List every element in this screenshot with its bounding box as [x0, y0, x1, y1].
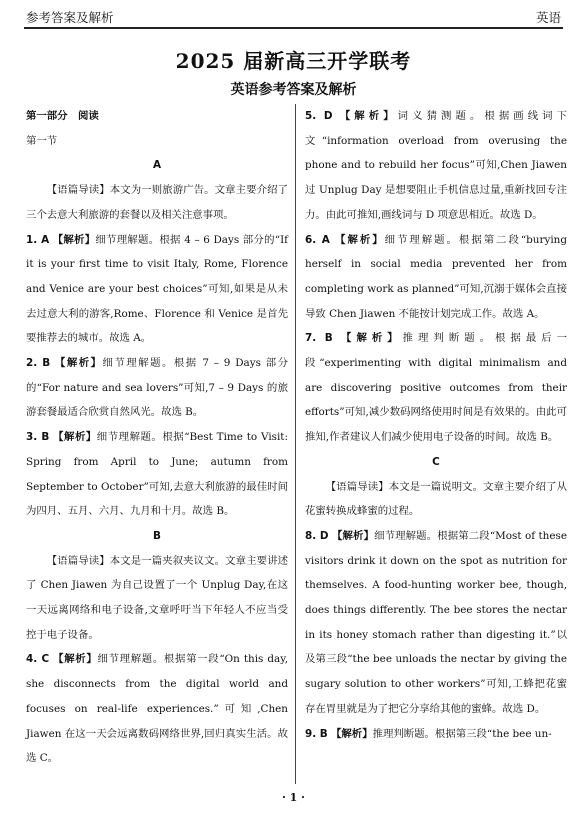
page-title: 2025 届新高三开学联考: [175, 49, 412, 73]
page-subtitle: 英语参考答案及解析: [230, 82, 357, 98]
answer-number: 4. C: [26, 653, 50, 666]
answer-number: 3. B: [26, 431, 50, 444]
passage-guide: 【语篇导读】本文是一篇夹叙夹议文。文章主要讲述了 Chen Jiawen 为自己设置了一个 Unplug Day,在这一天远离网络和电子设备,文章呼吁当下年轻人不应当受控于电子设备。: [26, 554, 288, 641]
page-number: · 1 ·: [282, 791, 305, 804]
left-column: [26, 104, 288, 771]
analysis-tag: 【解析】: [55, 357, 103, 370]
answer-item: [26, 351, 288, 425]
answer-number: 8. D: [305, 529, 329, 542]
header-subject-label: 英语: [535, 10, 561, 25]
passage-letter: A: [152, 159, 162, 172]
header-rule: [24, 27, 563, 29]
part-heading: 第一部分 阅读: [26, 110, 99, 122]
answer-number: 9. B: [305, 727, 328, 740]
analysis-tag: 【解析】: [52, 233, 96, 246]
analysis-text: 细节理解题。根据“Best Time to Visit: Spring from April to June; autumn from September to October”可知,去意大利旅游的最佳时间为四月、五月、六月、九月和十月。故选 B。: [26, 431, 288, 518]
answer-item: [305, 228, 567, 327]
answer-number: 2. B: [26, 357, 51, 370]
answer-item: [305, 524, 567, 722]
answer-item: [26, 425, 288, 524]
analysis-text: 推理判断题。根据第三段“the bee un-: [372, 727, 552, 740]
analysis-text: 细节理解题。根据第二段“burying herself in social media prevented her from completing work as planned”可知,沉溺于媒体会直接导致 Chen Jiawen 不能按计划完成工作。故选 A。: [305, 233, 567, 320]
analysis-tag: 【解析】: [335, 233, 385, 246]
analysis-tag: 【解析】: [341, 332, 403, 345]
answer-number: 5. D: [305, 110, 333, 122]
analysis-tag: 【解析】: [332, 529, 375, 542]
answer-item: [305, 722, 567, 747]
passage-guide: 【语篇导读】本文为一则旅游广告。文章主要介绍了三个去意大利旅游的套餐以及相关注意事项。: [26, 184, 288, 221]
analysis-text: 细节理解题。根据第一段“On this day, she disconnects from the digital world and focuses on real-life experiences.”可知,Chen Jiawen 在这一天会远离数码网络世界,回归真实生活。故选 C。: [26, 653, 289, 765]
answer-number: 6. A: [305, 233, 330, 246]
column-divider: [295, 104, 296, 784]
analysis-text: 细节理解题。根据 4 – 6 Days 部分的“If it is your first time to visit Italy, Rome, Florence and Venice are your best choices”可知,如果是从未去过意大利的游客,Rome、Florence 和 Venice 是首先要推荐去的城市。故选 A。: [26, 233, 289, 345]
analysis-tag: 【解析】: [331, 727, 373, 740]
analysis-text: 词义猜测题。根据画线词下文“information overload from overusing the phone and to rebuild her focus”可知,Chen Jiawen 过 Unplug Day 是想要阻止手机信息过量,重新找回专注力。由此可推知,画线词与 D 项意思相近。故选 D。: [305, 110, 568, 221]
analysis-tag: 【解析】: [53, 431, 97, 444]
answer-item: [305, 326, 567, 450]
analysis-tag: 【解析】: [339, 110, 398, 122]
passage-letter: C: [432, 455, 440, 468]
section-label: 第一节: [26, 134, 58, 147]
header-left-label: 参考答案及解析: [26, 10, 114, 25]
answer-number: 1. A: [26, 233, 50, 246]
analysis-text: 细节理解题。根据第二段“Most of these visitors drink it down on the spot as nutrition for themselves. A food-hunting worker bee, though, does things differently. The bee stores the nectar in its honey stomach rather than digesting it.”以及第三段“the bee unloads the nectar by giving the sugary solution to other workers”可知,工蜂把花蜜存在胃里就是为了把它分享给其他的蜜蜂。故选 D。: [305, 529, 568, 715]
analysis-tag: 【解析】: [53, 653, 98, 666]
analysis-text: 细节理解题。根据 7 – 9 Days 部分的“For nature and sea lovers”可知,7 – 9 Days 的旅游套餐最适合欣赏自然风光。故选 B。: [26, 357, 288, 419]
answer-number: 7. B: [305, 332, 333, 345]
passage-letter: B: [153, 529, 161, 542]
answer-item: [26, 228, 288, 352]
analysis-text: 推理判断题。根据最后一段“experimenting with digital minimalism and are discovering positive outcomes from their efforts”可知,减少数码网络使用时间是有效果的。由此可推知,作者建议人们减少使用电子设备的时间。故选 B。: [305, 332, 568, 444]
passage-guide: 【语篇导读】本文是一篇说明文。文章主要介绍了从花蜜转换成蜂蜜的过程。: [305, 480, 567, 518]
right-column: [305, 104, 567, 746]
answer-item: [26, 647, 288, 771]
answer-item: [305, 104, 567, 228]
